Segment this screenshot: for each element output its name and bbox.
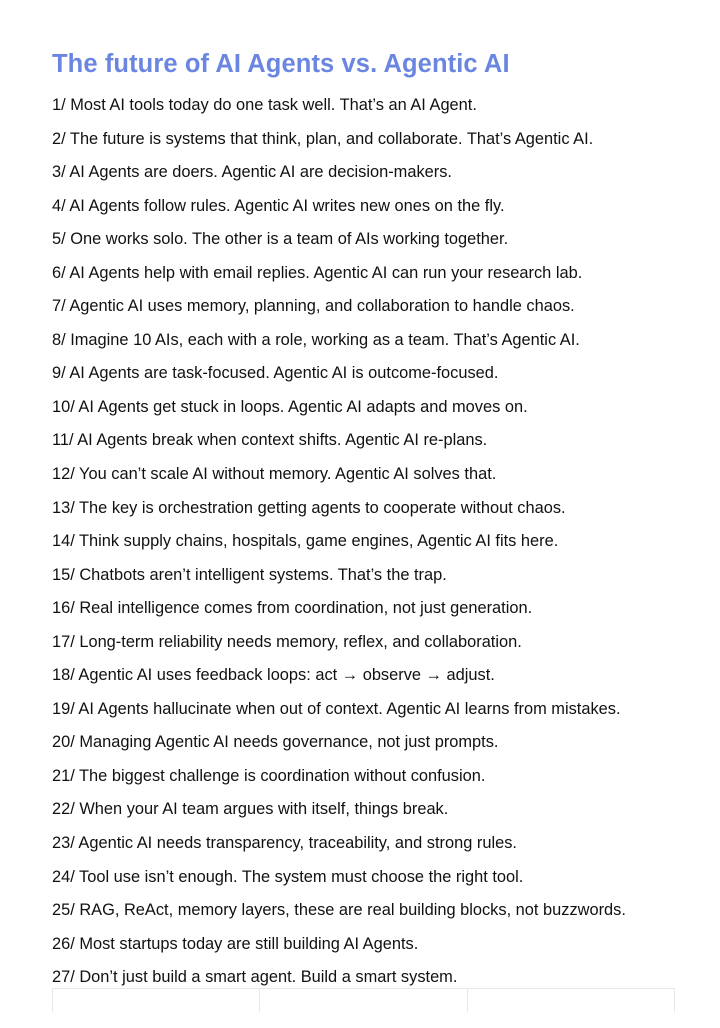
item-list — [52, 92, 626, 998]
list-item: 2/ The future is systems that think, plan, and collaborate. That’s Agentic AI. — [52, 129, 594, 148]
list-item: 18/ Agentic AI uses feedback loops: act → observe → adjust. — [52, 666, 495, 685]
footer-table — [52, 988, 675, 1012]
list-item: 5/ One works solo. The other is a team of AIs working together. — [52, 230, 509, 249]
list-item: 15/ Chatbots aren’t intelligent systems. That’s the trap. — [52, 565, 447, 584]
list-item: 6/ AI Agents help with email replies. Agentic AI can run your research lab. — [52, 263, 583, 282]
list-item: 27/ Don’t just build a smart agent. Build a smart system. — [52, 968, 458, 987]
list-item: 16/ Real intelligence comes from coordination, not just generation. — [52, 599, 533, 618]
list-item: 13/ The key is orchestration getting agents to cooperate without chaos. — [52, 498, 566, 517]
list-item: 11/ AI Agents break when context shifts. Agentic AI re-plans. — [52, 431, 488, 450]
list-item: 22/ When your AI team argues with itself, things break. — [52, 800, 449, 819]
list-item: 9/ AI Agents are task-focused. Agentic AI is outcome-focused. — [52, 364, 499, 383]
list-item: 25/ RAG, ReAct, memory layers, these are real building blocks, not buzzwords. — [52, 901, 626, 920]
list-item: 12/ You can’t scale AI without memory. Agentic AI solves that. — [52, 465, 497, 484]
page-title: The future of AI Agents vs. Agentic AI — [52, 50, 510, 78]
list-item: 20/ Managing Agentic AI needs governance, not just prompts. — [52, 733, 499, 752]
list-item: 19/ AI Agents hallucinate when out of context. Agentic AI learns from mistakes. — [52, 699, 621, 718]
list-item: 10/ AI Agents get stuck in loops. Agentic AI adapts and moves on. — [52, 397, 528, 416]
list-item: 8/ Imagine 10 AIs, each with a role, working as a team. That’s Agentic AI. — [52, 330, 580, 349]
footer-table-cell — [468, 989, 674, 1012]
list-item: 17/ Long-term reliability needs memory, reflex, and collaboration. — [52, 632, 522, 651]
list-item: 23/ Agentic AI needs transparency, traceability, and strong rules. — [52, 834, 517, 853]
list-item: 14/ Think supply chains, hospitals, game engines, Agentic AI fits here. — [52, 532, 559, 551]
footer-table-cell — [260, 989, 467, 1012]
list-item: 26/ Most startups today are still building AI Agents. — [52, 934, 419, 953]
list-item: 21/ The biggest challenge is coordination without confusion. — [52, 766, 486, 785]
footer-table-cell — [53, 989, 260, 1012]
list-item: 24/ Tool use isn’t enough. The system must choose the right tool. — [52, 867, 524, 886]
list-item: 4/ AI Agents follow rules. Agentic AI writes new ones on the fly. — [52, 196, 505, 215]
list-item: 7/ Agentic AI uses memory, planning, and collaboration to handle chaos. — [52, 297, 575, 316]
list-item: 1/ Most AI tools today do one task well. That’s an AI Agent. — [52, 96, 477, 114]
list-item: 3/ AI Agents are doers. Agentic AI are decision-makers. — [52, 163, 452, 182]
